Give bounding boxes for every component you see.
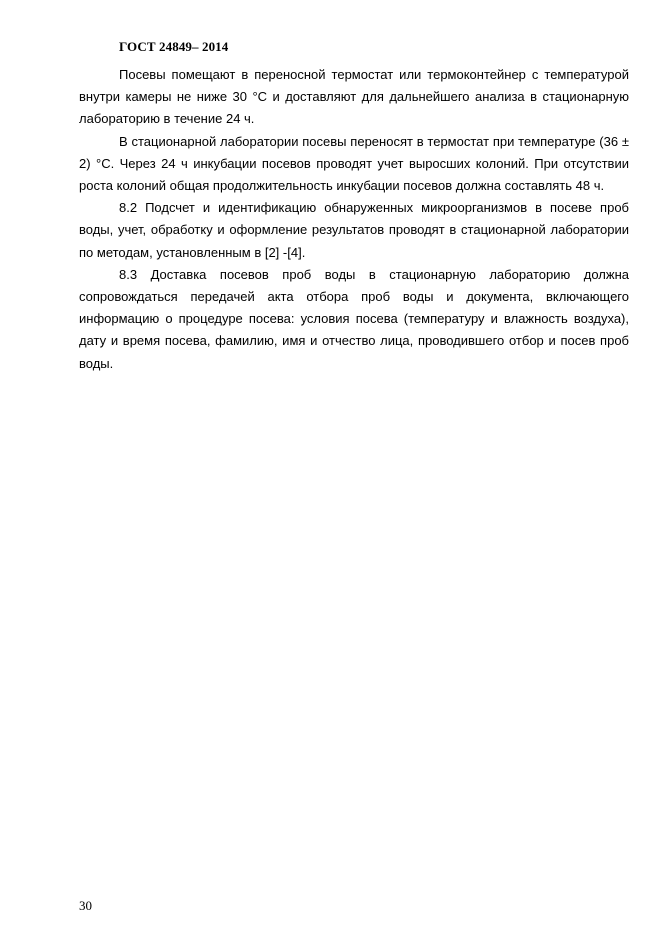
document-body bbox=[79, 64, 629, 375]
paragraph-lab-incubation: В стационарной лаборатории посевы переносят в термостат при температуре (36 ± 2) °С. Через 24 ч инкубации посевов проводят учет выросших колоний. При отсутствии роста колоний общая продолжительность инкубации посевов должна составлять 48 ч. bbox=[79, 133, 629, 194]
paragraph-8-2: 8.2 Подсчет и идентификацию обнаруженных микроорганизмов в посеве проб воды, учет, обработку и оформление результатов проводят в стационарной лаборатории по методам, установленным в [2] -[4]. bbox=[79, 200, 629, 260]
page-number: 30 bbox=[79, 898, 92, 913]
document-header: ГОСТ 24849– 2014 bbox=[119, 39, 229, 54]
paragraph-8-3: 8.3 Доставка посевов проб воды в стационарную лабораторию должна сопровождаться передачей акта отбора проб воды и документа, включающего информацию о процедуре посева: условия посева (температуру и влажность воздуха), дату и время посева, фамилию, имя и отчество лица, проводившего отбор и посев проб воды. bbox=[79, 266, 629, 371]
paragraph-incubation-transport: Посевы помещают в переносной термостат или термоконтейнер с температурой внутри камеры не ниже 30 °С и доставляют для дальнейшего анализа в стационарную лабораторию в течение 24 ч. bbox=[79, 67, 629, 127]
